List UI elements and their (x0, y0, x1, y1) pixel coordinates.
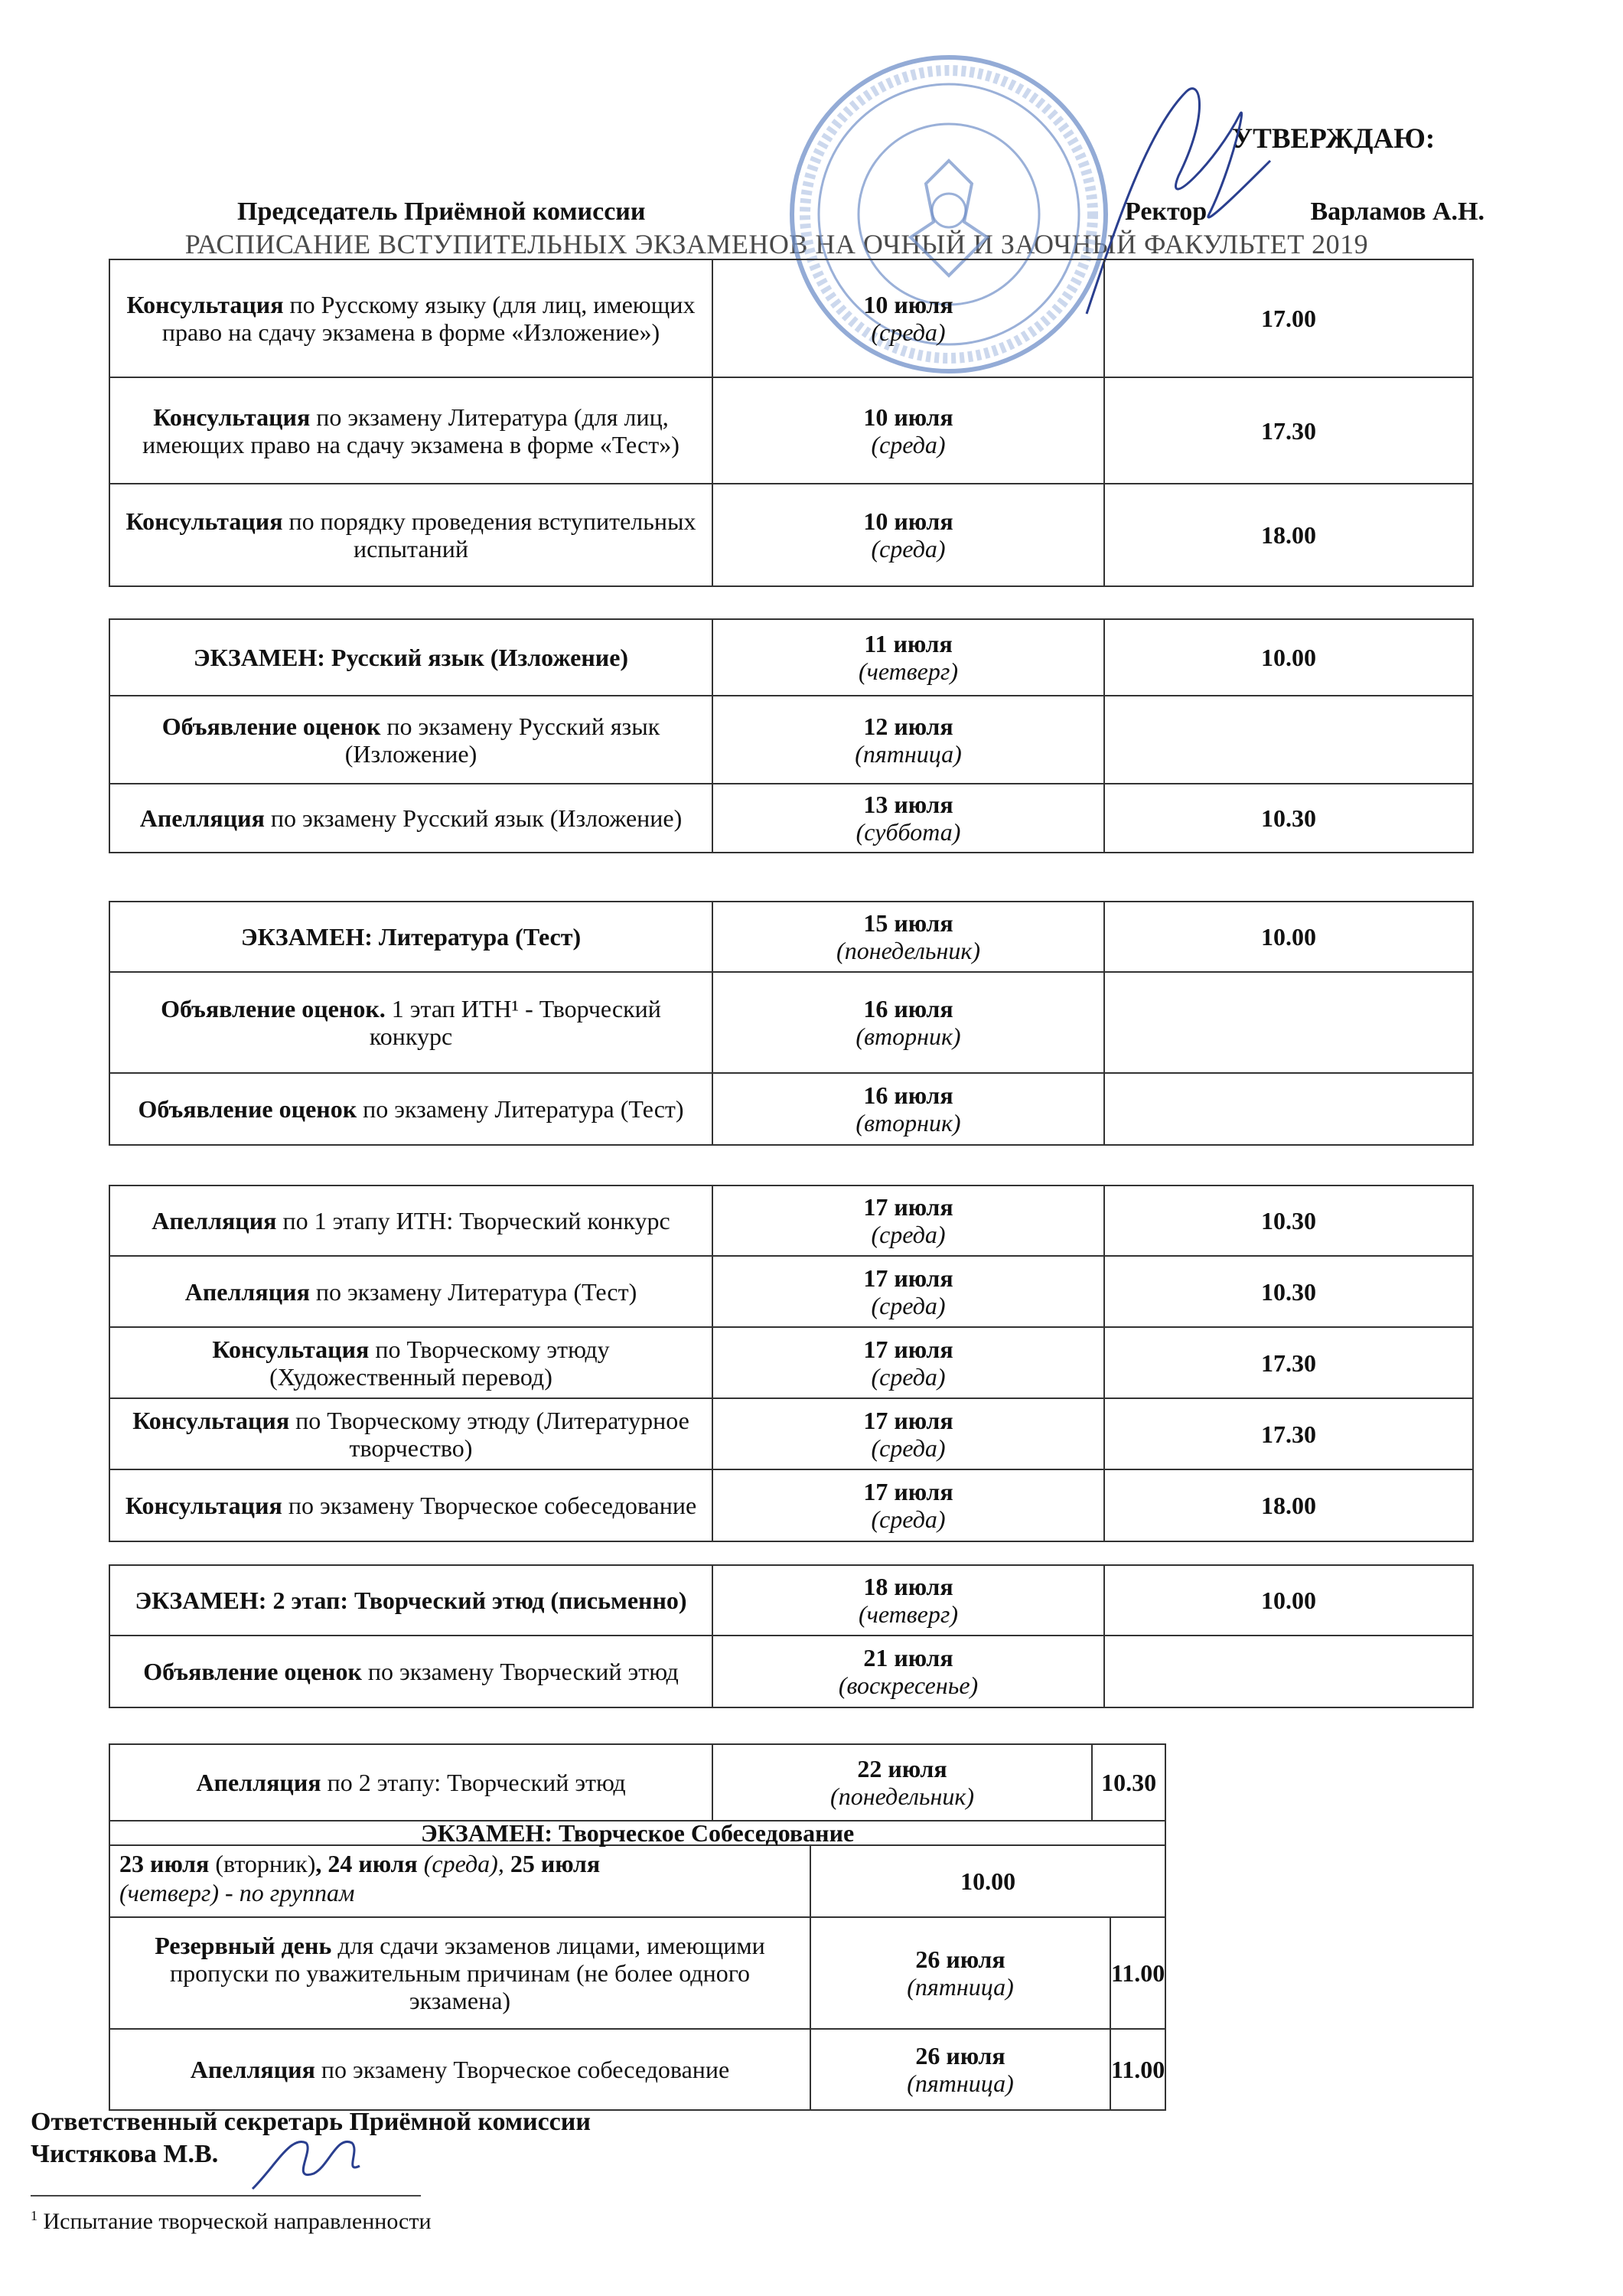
date-cell: 11 июля (четверг) (712, 619, 1104, 696)
event-cell: Объявление оценок. 1 этап ИТН¹ - Творческий конкурс (109, 972, 712, 1073)
rector-title: Ректор (1125, 197, 1207, 226)
schedule-block-appeals-consultations (109, 1185, 1474, 1542)
time-cell: 10.30 (1104, 1186, 1473, 1256)
time-cell (1104, 1073, 1473, 1145)
day: (понедельник) (830, 1782, 974, 1810)
event-cell: Консультация по Творческому этюду (Художественный перевод) (109, 1327, 712, 1398)
interview-header: ЭКЗАМЕН: Творческое Собеседование (109, 1821, 1165, 1845)
time: 10.30 (1101, 1769, 1157, 1796)
date-cell: 12 июля (пятница) (712, 696, 1104, 784)
schedule-block-interview (109, 1743, 1166, 2111)
footnote-divider (31, 2195, 421, 2197)
time-cell: 17.30 (1104, 1327, 1473, 1398)
date-cell: 17 июля (среда) (712, 1469, 1104, 1541)
table-row (109, 1469, 1473, 1541)
rector-name: Варламов А.Н. (1310, 197, 1484, 226)
secretary-signature-icon (245, 2120, 367, 2197)
table-row (109, 1073, 1473, 1145)
date-cell: 13 июля (суббота) (712, 784, 1104, 853)
appeal-row (109, 2029, 1165, 2110)
date-cell: 18 июля (четверг) (712, 1565, 1104, 1636)
time-cell: 18.00 (1104, 484, 1473, 586)
table-row (109, 2029, 1165, 2110)
reserve-row (109, 1917, 1165, 2029)
time-cell (1104, 696, 1473, 784)
event-cell: ЭКЗАМЕН: Русский язык (Изложение) (109, 619, 712, 696)
table-row (109, 259, 1473, 377)
date-cell: 10 июля (среда) (712, 377, 1104, 484)
schedule-block-russian (109, 618, 1474, 853)
time-cell: 17.30 (1104, 377, 1473, 484)
date-cell: 17 июля (среда) (712, 1256, 1104, 1327)
event-cell: Апелляция по 2 этапу: Творческий этюд (109, 1744, 712, 1821)
table-row (109, 1327, 1473, 1398)
event-cell: Апелляция по экзамену Русский язык (Изложение) (109, 784, 712, 853)
event-cell: ЭКЗАМЕН: Литература (Тест) (109, 902, 712, 972)
event-cell: Объявление оценок по экзамену Литература (Тест) (109, 1073, 712, 1145)
date-cell: 17 июля (среда) (712, 1327, 1104, 1398)
time-cell: 17.30 (1104, 1398, 1473, 1469)
time-cell: 10.00 (1104, 1565, 1473, 1636)
event-cell: Апелляция по экзамену Литература (Тест) (109, 1256, 712, 1327)
event-cell: Консультация по порядку проведения вступительных испытаний (109, 484, 712, 586)
date-cell: 10 июля (среда) (712, 484, 1104, 586)
date-cell: 26 июля (пятница) (811, 1918, 1111, 2028)
table-row (109, 484, 1473, 586)
table-row (109, 972, 1473, 1073)
time-cell: 18.00 (1104, 1469, 1473, 1541)
interview-row (109, 1845, 1165, 1917)
time-cell (1104, 1636, 1473, 1707)
event-cell: Объявление оценок по экзамену Русский язык (Изложение) (109, 696, 712, 784)
chairman-label: Председатель Приёмной комиссии (237, 197, 646, 226)
event-cell: Консультация по Русскому языку (для лиц, имеющих право на сдачу экзамена в форме «Изложение») (109, 259, 712, 377)
footnote: $^1$ Испытание творческой направленности (31, 2208, 432, 2234)
table-row (109, 1845, 1165, 1917)
date-cell: 16 июля (вторник) (712, 1073, 1104, 1145)
event-cell: Объявление оценок по экзамену Творческий этюд (109, 1636, 712, 1707)
table-row (109, 1636, 1473, 1707)
time-cell: 10.30 (1104, 1256, 1473, 1327)
page-title: РАСПИСАНИЕ ВСТУПИТЕЛЬНЫХ ЭКЗАМЕНОВ НА ОЧНЫЙ И ЗАОЧНЫЙ ФАКУЛЬТЕТ 2019 (184, 229, 1369, 259)
event-cell: Апелляция по экзамену Творческое собеседование (110, 2030, 811, 2109)
event-cell: Апелляция по 1 этапу ИТН: Творческий конкурс (109, 1186, 712, 1256)
event-cell: Консультация по Творческому этюду (Литературное творчество) (109, 1398, 712, 1469)
table-row (109, 1744, 1165, 1821)
date-time-cell (712, 1744, 1165, 1821)
table-row (109, 1821, 1165, 1845)
time: 11.00 (1111, 2056, 1165, 2083)
date-cell: 10 июля (среда) (712, 259, 1104, 377)
time-cell: 17.00 (1104, 259, 1473, 377)
event-cell: Резервный день для сдачи экзаменов лицами, имеющими пропуски по уважительным причинам (не более одного экзамена) (110, 1918, 811, 2028)
table-row (109, 1565, 1473, 1636)
event-cell: Консультация по экзамену Литература (для лиц, имеющих право на сдачу экзамена в форме «Тест») (109, 377, 712, 484)
date-cell: 21 июля (воскресенье) (712, 1636, 1104, 1707)
date-cell: 16 июля (вторник) (712, 972, 1104, 1073)
time-cell: 10.00 (1104, 902, 1473, 972)
time: 11.00 (1111, 1959, 1165, 1987)
schedule-block-creative-etude (109, 1564, 1474, 1708)
secretary-name: Чистякова М.В. (31, 2140, 219, 2168)
time-cell: 10.30 (1104, 784, 1473, 853)
interview-dates: 23 июля (вторник), 24 июля (среда), 25 июля (четверг) - по группам (110, 1846, 811, 1916)
event-cell: ЭКЗАМЕН: 2 этап: Творческий этюд (письменно) (109, 1565, 712, 1636)
table-row (109, 1256, 1473, 1327)
date-cell: 17 июля (среда) (712, 1186, 1104, 1256)
date-cell: 17 июля (среда) (712, 1398, 1104, 1469)
time-cell: 10.00 (1104, 619, 1473, 696)
table-row (109, 696, 1473, 784)
time-cell (1104, 972, 1473, 1073)
secretary-title: Ответственный секретарь Приёмной комиссии (31, 2108, 591, 2136)
table-row (109, 902, 1473, 972)
date-cell: 26 июля (пятница) (811, 2030, 1111, 2109)
table-row (109, 1917, 1165, 2029)
table-row (109, 1186, 1473, 1256)
table-row (109, 784, 1473, 853)
table-row (109, 377, 1473, 484)
table-row (109, 1398, 1473, 1469)
date: 22 июля (857, 1755, 947, 1782)
event-cell: Консультация по экзамену Творческое собеседование (109, 1469, 712, 1541)
table-row (109, 619, 1473, 696)
schedule-block-literature (109, 901, 1474, 1146)
approve-label: УТВЕРЖДАЮ: (1232, 123, 1436, 155)
schedule-block-consultations (109, 259, 1474, 587)
time: 10.00 (960, 1867, 1016, 1895)
date-cell: 15 июля (понедельник) (712, 902, 1104, 972)
